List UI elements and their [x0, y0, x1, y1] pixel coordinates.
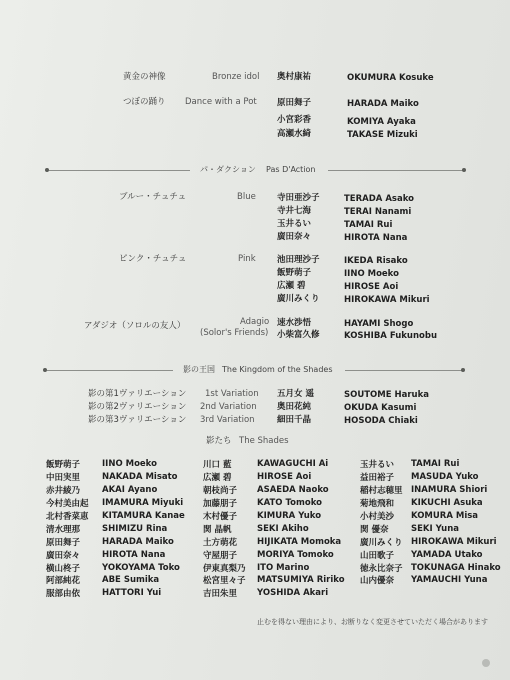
list-item: 山内優奈 YAMAUCHI Yuna	[360, 575, 488, 587]
list-item: 廣田奈々 HIROTA Nana	[46, 549, 166, 561]
pot-dancer-2-en: KOMIYA Ayaka	[347, 117, 416, 127]
pot-dancer-1-jp: 原田舞子	[277, 98, 312, 108]
list-item: 加藤朋子 KATO Tomoko	[203, 498, 322, 510]
list-item: 赤井綾乃 AKAI Ayano	[46, 485, 158, 497]
blue-dancer-2-en: TERAI Nanami	[344, 207, 412, 217]
list-item: 朝枝尚子 ASAEDA Naoko	[203, 485, 329, 497]
list-item: 小村美沙 KOMURA Misa	[360, 511, 479, 522]
pink-tutu-title-en: Pink	[238, 254, 256, 264]
pas-daction-title-jp: パ・ダクション	[200, 165, 256, 174]
list-item: 北村香菜恵 KITAMURA Kanae	[46, 511, 185, 522]
adagio-title-jp: アダジオ（ソロルの友人）	[84, 321, 186, 331]
adagio-title-en: Adagio	[240, 317, 270, 327]
footer-note: 止むを得ない理由により、お断りなく変更させていただく場合があります	[257, 618, 488, 626]
pot-dancer-3-jp: 高瀬水綺	[277, 129, 312, 139]
list-item: 吉田朱里 YOSHIDA Akari	[203, 588, 329, 600]
adagio-subtitle-en: (Solor's Friends)	[200, 328, 269, 338]
list-item: 山田歌子 YAMADA Utako	[360, 549, 483, 561]
pink-dancer-3-jp: 広瀬 碧	[277, 281, 306, 291]
shades-title-en: The Shades	[239, 436, 289, 446]
bronze-idol-dancer-jp: 奥村康祐	[277, 72, 312, 82]
shades-column-3	[360, 458, 501, 587]
blue-dancer-3-en: TAMAI Rui	[344, 220, 393, 230]
list-item: 関 晶帆 SEKI Akiho	[203, 523, 309, 535]
list-item: 関 優奈 SEKI Yuna	[360, 523, 460, 535]
pink-dancer-2-en: IINO Moeko	[344, 269, 399, 279]
pink-dancer-1-en: IKEDA Risako	[344, 256, 408, 266]
blue-dancer-1-jp: 寺田亜沙子	[277, 193, 320, 203]
variation-3-dancer-jp: 細田千晶	[277, 415, 312, 425]
shades-column-1	[46, 458, 185, 600]
list-item: 原田舞子 HARADA Maiko	[46, 536, 174, 548]
blue-dancer-1-en: TERADA Asako	[344, 194, 414, 204]
pot-dancer-1-en: HARADA Maiko	[347, 99, 419, 109]
blue-dancer-4-en: HIROTA Nana	[344, 233, 408, 243]
kingdom-divider-dot-right	[461, 368, 465, 372]
pink-tutu-title-jp: ピンク・チュチュ	[119, 254, 187, 264]
list-item: 広瀬 碧 HIROSE Aoi	[203, 472, 312, 484]
pot-dancer-2-jp: 小宮彩香	[277, 115, 312, 125]
blue-dancer-3-jp: 玉井るい	[277, 219, 312, 229]
variation-1-title-jp: 影の第1ヴァリエーション	[88, 389, 187, 399]
list-item: 廣川みくり HIROKAWA Mikuri	[360, 536, 497, 548]
divider-dot-right	[462, 168, 466, 172]
list-item: 玉井るい TAMAI Rui	[360, 459, 460, 471]
variation-1-title-en: 1st Variation	[205, 389, 259, 399]
list-item: 横山柊子 YOKOYAMA Toko	[46, 562, 180, 574]
kingdom-divider-rule-right	[345, 370, 462, 371]
list-item: 清水理那 SHIMIZU Rina	[46, 523, 168, 535]
variation-3-dancer-en: HOSODA Chiaki	[344, 416, 418, 426]
list-item: 飯野萌子 IINO Moeko	[46, 459, 157, 471]
list-item: 稲村志穂里 INAMURA Shiori	[360, 485, 488, 497]
pot-dancer-3-en: TAKASE Mizuki	[347, 130, 418, 140]
list-item: 守屋朋子 MORIYA Tomoko	[203, 549, 334, 561]
variation-1-dancer-en: SOUTOME Haruka	[344, 390, 429, 400]
list-item: 今村美由起 IMAMURA Miyuki	[46, 498, 184, 510]
variation-2-title-en: 2nd Variation	[200, 402, 257, 412]
blue-tutu-title-en: Blue	[237, 192, 256, 202]
list-item: 服部由依 HATTORI Yui	[46, 588, 162, 600]
pink-dancer-2-jp: 飯野萌子	[277, 268, 312, 278]
adagio-dancer-2-en: KOSHIBA Fukunobu	[344, 331, 438, 341]
divider-rule-left	[49, 170, 190, 171]
divider-rule-right	[328, 170, 463, 171]
list-item: 松宮里々子 MATSUMIYA Ririko	[203, 575, 345, 587]
list-item: 益田裕子 MASUDA Yuko	[360, 472, 479, 484]
adagio-dancer-2-jp: 小柴富久修	[277, 330, 320, 340]
list-item: 土方萌花 HIJIKATA Momoka	[203, 536, 342, 548]
shades-title-jp: 影たち	[206, 436, 232, 446]
list-item: 川口 藍 KAWAGUCHI Ai	[203, 459, 329, 471]
list-item: 伊東真梨乃 ITO Marino	[203, 562, 310, 574]
pot-dance-title-en: Dance with a Pot	[185, 97, 257, 107]
bronze-idol-title-en: Bronze idol	[212, 72, 260, 82]
blue-dancer-4-jp: 廣田奈々	[277, 232, 312, 242]
kingdom-title-jp: 影の王国	[183, 365, 215, 374]
pink-dancer-3-en: HIROSE Aoi	[344, 282, 399, 292]
pink-dancer-4-jp: 廣川みくり	[277, 294, 320, 304]
list-item: 阿部純花 ABE Sumika	[46, 575, 160, 587]
binder-hole	[482, 659, 490, 667]
variation-3-title-jp: 影の第3ヴァリエーション	[88, 415, 187, 425]
variation-2-dancer-en: OKUDA Kasumi	[344, 403, 417, 413]
variation-1-dancer-jp: 五月女 遥	[277, 389, 314, 399]
pink-dancer-1-jp: 池田理沙子	[277, 255, 320, 265]
list-item: 木村優子 KIMURA Yuko	[203, 511, 322, 522]
adagio-dancer-1-jp: 速水渉悟	[277, 318, 312, 328]
kingdom-divider-rule-left	[47, 370, 173, 371]
shades-column-2	[203, 458, 345, 600]
list-item: 中田実里 NAKADA Misato	[46, 472, 178, 484]
blue-dancer-2-jp: 寺井七海	[277, 206, 312, 216]
bronze-idol-title-jp: 黄金の神像	[123, 72, 166, 82]
variation-2-dancer-jp: 奥田花純	[277, 402, 312, 412]
pink-dancer-4-en: HIROKAWA Mikuri	[344, 295, 430, 305]
bronze-idol-dancer-en: OKUMURA Kosuke	[347, 73, 434, 83]
pas-daction-title-en: Pas D'Action	[266, 165, 316, 174]
variation-2-title-jp: 影の第2ヴァリエーション	[88, 402, 187, 412]
variation-3-title-en: 3rd Variation	[200, 415, 255, 425]
pot-dance-title-jp: つぼの踊り	[123, 97, 166, 107]
list-item: 菊地飛和 KIKUCHI Asuka	[360, 498, 483, 510]
kingdom-title-en: The Kingdom of the Shades	[222, 365, 333, 374]
blue-tutu-title-jp: ブルー・チュチュ	[119, 192, 187, 202]
adagio-dancer-1-en: HAYAMI Shogo	[344, 319, 414, 329]
list-item: 徳永比奈子 TOKUNAGA Hinako	[360, 562, 501, 574]
